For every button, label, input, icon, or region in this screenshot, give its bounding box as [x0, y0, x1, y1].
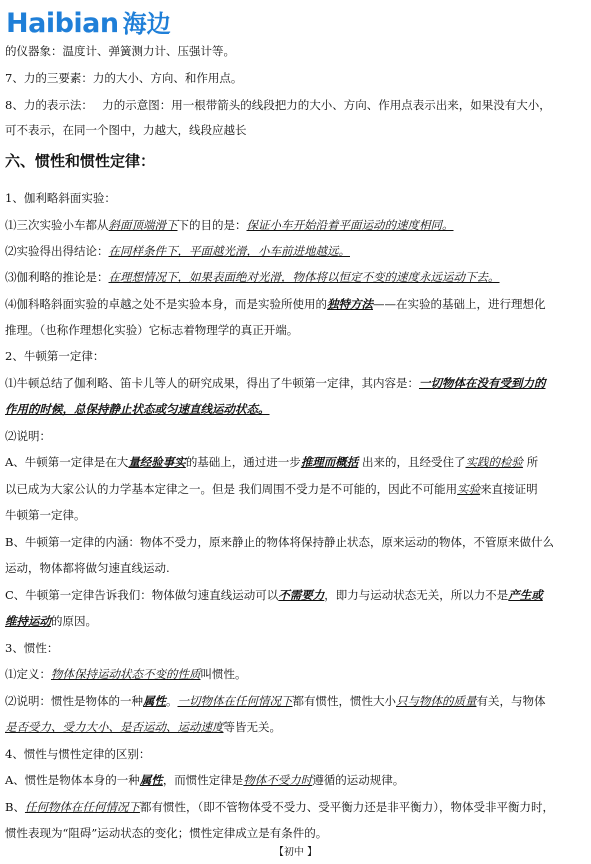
text-line: [5, 376, 546, 391]
text-segment: 4、惯性与惯性定律的区别：: [5, 747, 151, 761]
text-segment: 的原因。: [51, 614, 97, 628]
emphasis-text: 是否受力、受力大小、是否运动、运动速度: [5, 720, 224, 734]
text-line: [5, 535, 554, 550]
text-line: [5, 349, 104, 364]
text-segment: ⑴牛顿总结了伽利略、笛卡儿等人的研究成果，得出了牛顿第一定律，其内容是：: [5, 376, 419, 390]
text-line: [5, 218, 454, 233]
emphasis-text: 属性: [143, 694, 166, 708]
text-line: [5, 270, 500, 285]
text-line: [5, 667, 247, 682]
text-segment: 2、牛顿第一定律：: [5, 349, 105, 363]
text-segment: 所: [522, 455, 539, 469]
text-segment: A、牛顿第一定律是在大: [5, 455, 129, 469]
text-line: [5, 429, 51, 444]
emphasis-text: 斜面顶端滑下: [108, 218, 178, 232]
text-line: [5, 720, 281, 735]
text-segment: 7、力的三要素：力的大小、方向、和作用点。: [5, 71, 243, 85]
emphasis-text: 物体保持运动状态不变的性质: [51, 667, 201, 681]
logo-text: Haibian: [6, 8, 119, 39]
text-line: [5, 641, 58, 656]
text-segment: 叫惯性。: [200, 667, 247, 681]
text-segment: ⑵实验得出得结论：: [5, 244, 109, 258]
text-segment: ⑴三次实验小车都从: [5, 218, 109, 232]
text-segment: ⑷伽科略斜面实验的卓越之处不是实验本身，而是实验所使用的: [5, 297, 327, 311]
emphasis-text: 属性: [139, 773, 163, 787]
text-segment: 可不表示，在同一个图中，力越大，线段应越长: [5, 123, 247, 137]
text-line: [5, 826, 327, 841]
logo-cn: 海边: [122, 10, 171, 38]
text-segment: 3、惯性：: [5, 641, 59, 655]
emphasis-text: 物体不受力时: [243, 773, 313, 787]
emphasis-text: 独特方法: [327, 297, 373, 311]
text-line: [5, 747, 150, 762]
text-segment: 牛顿第一定律。: [5, 508, 86, 522]
text-segment: 推理。（也称作理想化实验）它标志着物理学的真正开端。: [5, 323, 299, 337]
text-segment: 8、力的表示法： 力的示意图：用一根带箭头的线段把力的大小、方向、作用点表示出来，如果没有大小，: [5, 98, 551, 112]
text-segment: 有关，与物体: [476, 694, 546, 708]
emphasis-text: 一切物体在没有受到力的: [419, 376, 546, 390]
text-line: [5, 71, 242, 86]
text-segment: 出来的，且经受住了: [358, 455, 466, 469]
text-line: [5, 588, 543, 603]
section-heading: 六、惯性和惯性定律：: [5, 152, 156, 170]
emphasis-text: 任何物体在任何情况下: [24, 800, 140, 814]
emphasis-text: 一切物体在任何情况下: [177, 694, 293, 708]
text-segment: C、牛顿第一定律告诉我们：物体做匀速直线运动可以: [5, 588, 279, 602]
text-segment: 都有惯性，（即不管物体受不受力、受平衡力还是非平衡力），物体受非平衡力时，: [139, 800, 554, 814]
text-segment: ——在实验的基础上，进行理想化: [373, 297, 546, 311]
text-line: [5, 323, 298, 338]
emphasis-text: 只与物体的质量: [396, 694, 477, 708]
emphasis-text: 量经验事实: [128, 455, 186, 469]
text-segment: 运动，物体都将做匀速直线运动.: [5, 561, 170, 575]
text-line: [5, 244, 350, 259]
text-segment: ，而惯性定律是: [162, 773, 244, 787]
text-line: [5, 773, 404, 788]
text-line: [5, 800, 554, 815]
logo: [6, 8, 171, 40]
text-line: [5, 455, 538, 470]
text-segment: ⑶伽利略的推论是：: [5, 270, 109, 284]
emphasis-text: 实践的检验: [465, 455, 523, 469]
text-line: [5, 561, 170, 576]
emphasis-text: 不需要力: [278, 588, 325, 602]
text-segment: 来直接证明: [480, 482, 538, 496]
text-segment: ⑵说明：惯性是物体的一种: [5, 694, 143, 708]
emphasis-text: 实验: [457, 482, 481, 496]
text-segment: ，即力与运动状态无关，所以力不是: [324, 588, 509, 602]
text-line: [5, 44, 235, 59]
text-segment: 下的目的是：: [177, 218, 247, 232]
text-segment: 1、伽利略斜面实验：: [5, 191, 116, 205]
text-segment: ⑴定义：: [5, 667, 51, 681]
text-segment: 。: [166, 694, 178, 708]
text-segment: 遵循的运动规律。: [312, 773, 405, 787]
emphasis-text: 保证小车开始沿着平面运动的速度相同。: [246, 218, 454, 232]
emphasis-text: 在理想情况下，如果表面绝对光滑，物体将以恒定不变的速度永远运动下去。: [108, 270, 500, 284]
emphasis-text: 在同样条件下，平面越光滑，小车前进地越远。: [108, 244, 350, 258]
text-line: [5, 191, 116, 206]
text-segment: 都有惯性，惯性大小: [292, 694, 396, 708]
text-segment: 的基础上，通过进一步: [185, 455, 301, 469]
emphasis-text: 作用的时候，总保持静止状态或匀速直线运动状态。: [5, 402, 270, 416]
text-line: [5, 123, 247, 138]
text-line: [5, 508, 86, 523]
text-line: [5, 482, 538, 497]
text-line: [5, 297, 546, 312]
text-segment: B、牛顿第一定律的内涵：物体不受力，原来静止的物体将保持静止状态，原来运动的物体，不管原来做什么: [5, 535, 554, 549]
text-segment: B、: [5, 800, 25, 814]
text-line: [5, 402, 270, 417]
text-line: [5, 98, 551, 113]
page-footer: 【初中 】: [273, 847, 318, 858]
text-line: [5, 694, 546, 709]
emphasis-text: 产生或: [508, 588, 543, 602]
emphasis-text: 推理而概括: [300, 455, 359, 469]
emphasis-text: 维持运动: [5, 614, 51, 628]
text-line: [5, 614, 97, 629]
text-segment: A、惯性是物体本身的一种: [5, 773, 140, 787]
text-segment: 惯性表现为“阻碍”运动状态的变化；惯性定律成立是有条件的。: [5, 826, 328, 840]
text-segment: 等皆无关。: [223, 720, 281, 734]
text-segment: 以已成为大家公认的力学基本定律之一。但是 我们周围不受力是不可能的，因此不可能用: [5, 482, 458, 496]
text-segment: 的仪器象：温度计、弹簧测力计、压强计等。: [5, 44, 235, 58]
text-segment: ⑵说明：: [5, 429, 51, 443]
